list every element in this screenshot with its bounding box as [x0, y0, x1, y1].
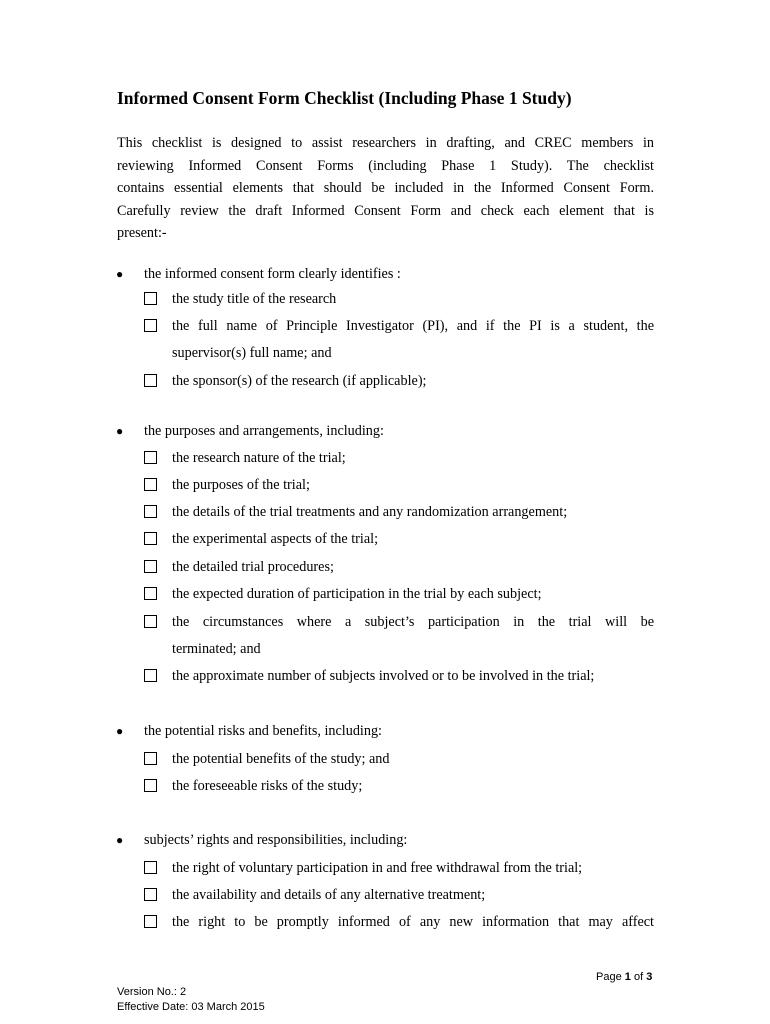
section-heading: the potential risks and benefits, including: [144, 723, 382, 739]
checklist-item-label: the approximate number of subjects involved or to be involved in the trial; [172, 668, 595, 684]
checklist-item-label: the right of voluntary participation in and free withdrawal from the trial; [172, 860, 583, 876]
checkbox[interactable] [144, 560, 157, 573]
checkbox[interactable] [144, 532, 157, 545]
checkbox[interactable] [144, 615, 157, 628]
page-number [596, 971, 652, 983]
checklist-item-label: the sponsor(s) of the research (if applicable); [172, 373, 427, 389]
version-number: Version No.: 2 [117, 986, 187, 998]
page-title: Informed Consent Form Checklist (Including Phase 1 Study) [117, 88, 572, 108]
checklist-item-continuation: terminated; and [172, 641, 261, 657]
checklist-item-label: the potential benefits of the study; and [172, 751, 390, 767]
checkbox[interactable] [144, 861, 157, 874]
section-heading: the purposes and arrangements, including: [144, 423, 384, 439]
checkbox[interactable] [144, 669, 157, 682]
checklist-item-label: the foreseeable risks of the study; [172, 778, 363, 794]
section-heading: subjects’ rights and responsibilities, including: [144, 832, 408, 848]
page-of: of [633, 971, 644, 983]
checklist-item-label: the purposes of the trial; [172, 477, 310, 493]
bullet-icon: ● [116, 267, 124, 281]
checkbox[interactable] [144, 587, 157, 600]
section-heading: the informed consent form clearly identifies : [144, 266, 401, 282]
bullet-icon: ● [116, 724, 124, 738]
checklist-item-label: the right to be promptly informed of any new information that may affect [172, 914, 654, 930]
intro-line: contains essential elements that should be included in the Informed Consent Form. [117, 180, 654, 196]
checkbox[interactable] [144, 779, 157, 792]
page-label: Page [596, 971, 622, 983]
checkbox[interactable] [144, 374, 157, 387]
page-total: 3 [646, 971, 653, 983]
checklist-item-label: the study title of the research [172, 291, 337, 307]
checkbox[interactable] [144, 888, 157, 901]
checklist-item-label: the details of the trial treatments and any randomization arrangement; [172, 504, 568, 520]
checklist-item-continuation: supervisor(s) full name; and [172, 345, 332, 361]
checklist-item-label: the research nature of the trial; [172, 450, 346, 466]
intro-line: reviewing Informed Consent Forms (including Phase 1 Study). The checklist [117, 157, 654, 174]
effective-date: Effective Date: 03 March 2015 [117, 1001, 265, 1013]
intro-line: present:- [117, 225, 167, 241]
checkbox[interactable] [144, 505, 157, 518]
bullet-icon: ● [116, 833, 124, 847]
checklist-item-label: the expected duration of participation in the trial by each subject; [172, 586, 542, 602]
checklist-item-label: the availability and details of any alternative treatment; [172, 887, 486, 903]
checkbox[interactable] [144, 319, 157, 332]
checkbox[interactable] [144, 478, 157, 491]
page-current: 1 [624, 971, 631, 983]
bullet-icon: ● [116, 424, 124, 438]
intro-paragraph [117, 132, 654, 245]
intro-line: This checklist is designed to assist researchers in drafting, and CREC members in [117, 135, 654, 151]
intro-line: Carefully review the draft Informed Consent Form and check each element that is [117, 202, 654, 219]
checkbox[interactable] [144, 915, 157, 928]
checkbox[interactable] [144, 451, 157, 464]
checklist-item-label: the detailed trial procedures; [172, 559, 334, 575]
checklist-item-label: the circumstances where a subject’s participation in the trial will be [172, 614, 654, 630]
checkbox[interactable] [144, 752, 157, 765]
checklist-item-label: the full name of Principle Investigator (PI), and if the PI is a student, the [172, 318, 654, 334]
checklist-item-label: the experimental aspects of the trial; [172, 531, 379, 547]
checkbox[interactable] [144, 292, 157, 305]
